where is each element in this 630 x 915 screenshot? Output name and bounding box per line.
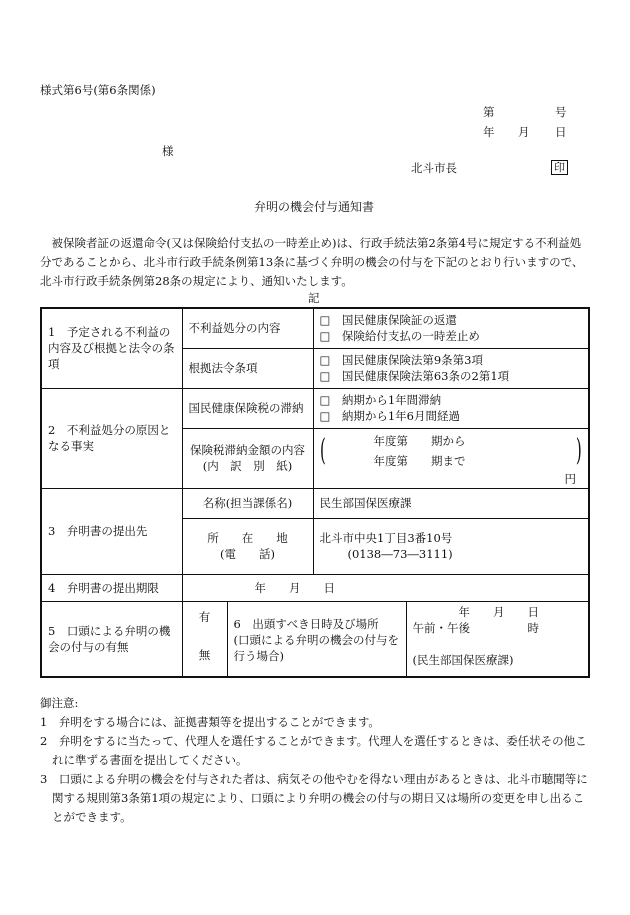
office-phone: (0138―73―3111) xyxy=(347,547,453,561)
period-from: 年度第 期から xyxy=(373,433,466,448)
sec2-label: 2 不利益処分の原因となる事実 xyxy=(41,388,182,488)
sec1-row1-label: 不利益処分の内容 xyxy=(182,308,313,348)
sec4-label: 4 弁明書の提出期限 xyxy=(41,574,182,601)
hearing-time: 午前・午後 時 xyxy=(412,620,539,635)
option-1year-arrears: □ 納期から1年間滞納 xyxy=(319,393,442,407)
notice-table xyxy=(40,307,590,678)
sec2-row2-value xyxy=(313,428,589,488)
issuer-name: 北斗市長 xyxy=(411,161,457,175)
option-benefit-suspension: □ 保険給付支払の一時差止め xyxy=(319,329,480,344)
sec3-label: 3 弁明書の提出先 xyxy=(41,488,182,574)
sec5-label: 5 口頭による弁明の機会の付与の有無 xyxy=(41,601,182,677)
sec5-no: 無 xyxy=(182,633,227,677)
sec3-row2-label xyxy=(182,518,313,574)
sec5-yes: 有 xyxy=(182,601,227,633)
note-3: 3 口頭による弁明の機会を付与された者は、病気その他やむを得ない理由があるときは、北斗市聴聞等に関する規則第3条第1項の規定により、口頭により弁明の機会の付与の期日又は場所の変更を申し出ることができます。 xyxy=(40,772,588,824)
sec5-item6 xyxy=(227,601,406,677)
note-1: 1 弁明をする場合には、証拠書類等を提出することができます。 xyxy=(40,715,380,729)
item6-note: (口頭による弁明の機会の付与を行う場合) xyxy=(233,632,399,663)
period-to: 年度第 期まで xyxy=(373,453,466,468)
breakdown-note: (内 訳 別 紙) xyxy=(202,459,293,473)
date-year: 年 xyxy=(483,125,495,139)
arrears-amount-label: 保険税滞納金額の内容 xyxy=(190,443,305,457)
sec1-row2-label: 根拠法令条項 xyxy=(182,348,313,388)
phone-label: (電 話) xyxy=(220,547,275,561)
number-prefix: 第 xyxy=(483,105,495,119)
seal-mark: 印 xyxy=(551,160,568,175)
date-day: 日 xyxy=(555,125,567,139)
sec4-value xyxy=(182,574,589,601)
sec2-row1-options xyxy=(313,388,589,428)
sec1-row1-options xyxy=(313,308,589,348)
deadline-date: 年 月 日 xyxy=(254,580,335,595)
hearing-place: (民生部国保医療課) xyxy=(412,652,514,667)
sec5-datetime xyxy=(406,601,589,677)
sec3-row1-label: 名称(担当課係名) xyxy=(182,488,313,518)
item6-title: 6 出頭すべき日時及び場所 xyxy=(233,616,379,631)
right-brace-icon: ) xyxy=(576,432,582,468)
date-month: 月 xyxy=(518,125,530,139)
sec1-label: 1 予定される不利益の内容及び根拠と法令の条項 xyxy=(41,308,182,388)
form-id: 様式第6号(第6条関係) xyxy=(40,83,156,97)
number-suffix: 号 xyxy=(555,105,567,119)
address-label: 所 在 地 xyxy=(207,531,288,545)
sec2-row1-label: 国民健康保険税の滞納 xyxy=(182,388,313,428)
sec2-row2-label xyxy=(182,428,313,488)
notes-section xyxy=(40,694,590,827)
addressee-suffix: 様 xyxy=(162,144,174,158)
left-brace-icon: ( xyxy=(319,432,326,468)
option-law-63-2-1: □ 国民健康保険法第63条の2第1項 xyxy=(319,369,510,383)
notes-header: 御注意: xyxy=(40,696,79,710)
body-paragraph: 被保険者証の返還命令(又は保険給付支払の一時差止め)は、行政手続法第2条第4号に規定する不利益処分であることから、北斗市行政手続条例第13条に基づく弁明の機会の付与を下記のとおり行いますので、北斗市行政手続条例第28条の規定により、通知いたします。 xyxy=(40,236,584,288)
sec3-row1-value: 民生部国保医療課 xyxy=(313,488,589,518)
yen-unit: 円 xyxy=(564,471,576,486)
sec1-row2-options xyxy=(313,348,589,388)
office-address: 北斗市中央1丁目3番10号 xyxy=(319,531,453,545)
document-title: 弁明の機会付与通知書 xyxy=(254,200,375,214)
ki-marker: 記 xyxy=(308,291,320,305)
option-law-9-3: □ 国民健康保険法第9条第3項 xyxy=(319,353,483,367)
sec3-row2-value xyxy=(313,518,589,574)
option-health-card-return: □ 国民健康保険証の返還 xyxy=(319,313,457,328)
note-2: 2 弁明をするに当たって、代理人を選任することができます。代理人を選任するときは、委任状その他これに準ずる書面を提出してください。 xyxy=(40,734,587,767)
option-1year6month: □ 納期から1年6月間経過 xyxy=(319,409,460,423)
hearing-date: 年 月 日 xyxy=(458,604,539,619)
